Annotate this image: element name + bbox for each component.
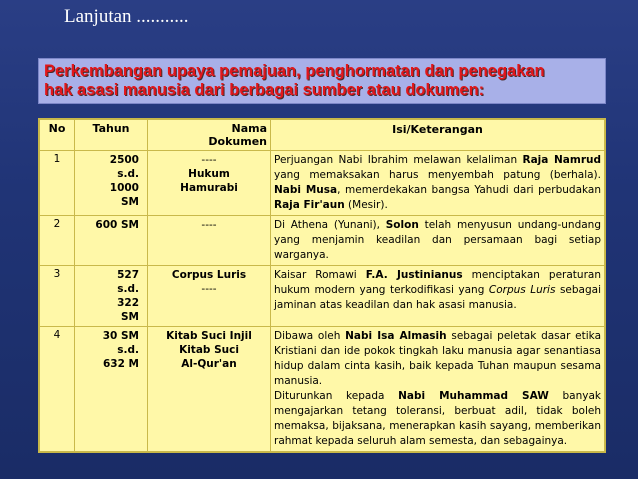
nama-line: Kitab Suci Injil	[166, 330, 252, 342]
header-dokumen: Dokumen	[208, 135, 267, 148]
table-row	[40, 151, 605, 216]
row-nama-dokumen	[148, 216, 271, 266]
row-no: 3	[40, 266, 75, 327]
header-nama: Nama	[231, 122, 267, 135]
row-tahun	[75, 216, 148, 266]
keterangan-text: telah menyusun undang-undang yang menjamin keadilan dan persamaan bagi setiap warganya.	[274, 219, 601, 261]
keterangan-text: Dibawa oleh	[274, 330, 346, 342]
heading-box	[38, 58, 606, 104]
row-no: 2	[40, 216, 75, 266]
keterangan-bold-text: Raja Fir'aun	[274, 199, 345, 211]
slide-title: Lanjutan ...........	[64, 6, 189, 27]
heading-text	[44, 62, 601, 100]
header-nama-dokumen	[148, 120, 271, 151]
keterangan-bold-text: F.A. Justinianus	[365, 269, 463, 281]
row-tahun	[75, 151, 148, 216]
nama-line: Corpus Luris	[171, 269, 247, 281]
nama-line: Hamurabi	[180, 182, 238, 194]
tahun-line: 527	[117, 269, 139, 281]
nama-line: ----	[201, 219, 217, 231]
keterangan-bold-text: Raja Namrud	[522, 154, 601, 166]
tahun-line: 1000	[109, 182, 139, 194]
tahun-line: 600 SM	[95, 219, 139, 231]
keterangan-bold-text: Nabi Musa	[274, 184, 338, 196]
header-tahun: Tahun	[75, 120, 148, 151]
tahun-line: SM	[120, 311, 139, 323]
nama-line: ----	[201, 283, 217, 295]
nama-line: Hukum	[188, 168, 230, 180]
row-keterangan	[271, 266, 605, 327]
nama-line: Al-Qur'an	[181, 358, 237, 370]
table-header-row	[40, 120, 605, 151]
keterangan-text: Diturunkan kepada	[274, 390, 399, 402]
row-keterangan	[271, 216, 605, 266]
tahun-line: 322	[117, 297, 139, 309]
keterangan-text: , memerdekakan bangsa Yahudi dari perbudakan	[337, 184, 601, 196]
keterangan-bold-text: Nabi Isa Almasih	[345, 330, 447, 342]
keterangan-text: (Mesir).	[344, 199, 388, 211]
tahun-line: 30 SM	[102, 330, 139, 342]
keterangan-bold-text: Solon	[385, 219, 419, 231]
tahun-line: SM	[120, 196, 139, 208]
row-no: 1	[40, 151, 75, 216]
header-no: No	[40, 120, 75, 151]
row-tahun	[75, 266, 148, 327]
tahun-line: s.d.	[117, 168, 139, 180]
header-keterangan: Isi/Keterangan	[271, 120, 605, 151]
heading-line-1: Perkembangan upaya pemajuan, penghormatan dan penegakan	[44, 62, 545, 80]
keterangan-text: sebagai peletak dasar etika Kristiani dan ide pokok tingkah laku manusia agar senantiasa hidup dalam cinta kasih, baik kepada Tuhan maupun sesama manusia.	[274, 330, 601, 387]
row-tahun	[75, 327, 148, 452]
keterangan-text: Perjuangan Nabi Ibrahim melawan kelaliman	[274, 154, 523, 166]
row-no: 4	[40, 327, 75, 452]
keterangan-bold-text: Nabi Muhammad SAW	[398, 390, 549, 402]
keterangan-text: Kaisar Romawi	[274, 269, 366, 281]
hak-asasi-table	[38, 118, 606, 453]
tahun-line: s.d.	[117, 283, 139, 295]
heading-line-2: hak asasi manusia dari berbagai sumber atau dokumen:	[44, 81, 485, 99]
row-nama-dokumen	[148, 151, 271, 216]
keterangan-text: sebagai jaminan atas keadilan dan hak asasi manusia.	[274, 284, 601, 311]
nama-line: Kitab Suci	[179, 344, 239, 356]
row-keterangan	[271, 327, 605, 452]
row-nama-dokumen	[148, 266, 271, 327]
table-row	[40, 266, 605, 327]
keterangan-text: menciptakan peraturan hukum modern yang terkodifikasi yang	[274, 269, 601, 296]
row-nama-dokumen	[148, 327, 271, 452]
row-keterangan	[271, 151, 605, 216]
nama-line: ----	[201, 154, 217, 166]
tahun-line: s.d.	[117, 344, 139, 356]
keterangan-text: banyak mengajarkan tetang toleransi, berbuat adil, tidak boleh memaksa, bijaksana, menerapkan kasih sayang, memberikan rahmat kepada seluruh alam semesta, dan sebagainya.	[274, 390, 601, 447]
table-row	[40, 327, 605, 452]
tahun-line: 632 M	[102, 358, 139, 370]
table-row	[40, 216, 605, 266]
tahun-line: 2500	[109, 154, 139, 166]
keterangan-text: yang memaksakan harus menyembah patung (berhala).	[274, 169, 601, 181]
keterangan-italic-text: Corpus Luris	[488, 284, 556, 296]
keterangan-text: Di Athena (Yunani),	[274, 219, 386, 231]
